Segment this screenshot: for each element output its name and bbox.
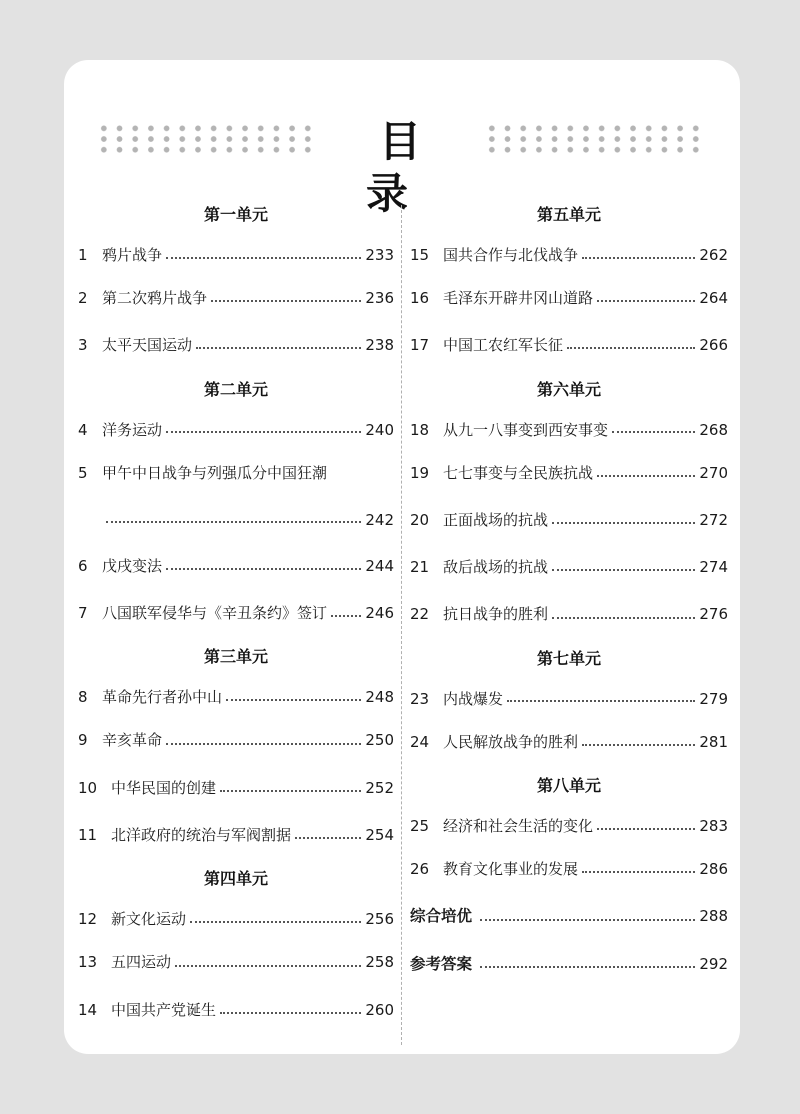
entry-number: 16 (410, 289, 430, 307)
entry-page: 250 (365, 731, 394, 750)
entry-page: 281 (699, 732, 728, 751)
toc-entry[interactable] (78, 717, 394, 764)
toc-entry[interactable] (410, 235, 728, 275)
entry-page: 268 (699, 420, 728, 439)
unit-heading: 第七单元 (536, 648, 601, 668)
entry-page: 270 (699, 463, 728, 482)
column-divider (401, 205, 402, 1045)
dot-leader (582, 256, 695, 259)
dot-leader (175, 964, 361, 967)
entry-page: 288 (699, 907, 728, 926)
toc-entry-extra[interactable] (410, 941, 728, 988)
entry-number: 3 (78, 336, 88, 355)
entry-title: 参考答案 (410, 954, 473, 973)
entry-title: 抗日战争的胜利 (443, 605, 549, 624)
toc-entry[interactable] (410, 544, 728, 591)
dot-leader (597, 299, 695, 302)
entry-title: 经济和社会生活的变化 (443, 817, 594, 836)
dot-leader (480, 965, 695, 968)
dot-leader (196, 346, 361, 349)
entry-page: 248 (365, 688, 394, 707)
entry-number: 11 (78, 826, 98, 845)
toc-entry[interactable] (410, 322, 728, 369)
entry-number: 24 (410, 732, 430, 751)
dot-leader (552, 521, 695, 524)
decorative-dots-right (484, 123, 704, 155)
entry-number: 21 (410, 558, 430, 577)
dot-leader (582, 743, 695, 746)
entry-page: 244 (365, 556, 394, 575)
entry-title: 八国联军侵华与《辛丑条约》签订 (102, 604, 328, 623)
toc-entry[interactable] (410, 591, 728, 638)
entry-title: 第二次鸦片战争 (102, 289, 208, 307)
entry-title: 戊戌变法 (102, 556, 163, 575)
entry-number: 1 (78, 246, 88, 264)
dot-leader (552, 616, 695, 619)
entry-page: 264 (699, 289, 728, 307)
toc-entry[interactable] (410, 450, 728, 497)
entry-title: 辛亥革命 (102, 731, 163, 750)
dot-leader (597, 827, 695, 830)
entry-title: 北洋政府的统治与军阀割据 (111, 826, 292, 845)
toc-entry-extra[interactable] (410, 893, 728, 940)
dot-leader (226, 698, 361, 701)
toc-entry[interactable] (410, 410, 728, 450)
toc-left-column (78, 195, 394, 1034)
dot-leader (480, 918, 695, 921)
toc-entry[interactable] (78, 899, 394, 939)
entry-title: 七七事变与全民族抗战 (443, 463, 594, 482)
toc-entry[interactable] (78, 410, 394, 450)
dot-leader (166, 430, 361, 433)
decorative-dots-left (96, 123, 316, 155)
entry-number: 6 (78, 556, 88, 575)
entry-title: 新文化运动 (111, 910, 187, 929)
entry-page: 233 (365, 246, 394, 264)
entry-number: 13 (78, 953, 98, 972)
entry-number: 17 (410, 336, 430, 355)
unit-heading: 第六单元 (536, 379, 601, 399)
entry-page: 240 (365, 420, 394, 439)
entry-number: 7 (78, 604, 88, 623)
unit-heading: 第二单元 (203, 379, 268, 399)
entry-number: 26 (410, 860, 430, 879)
entry-number: 9 (78, 731, 88, 750)
entry-title: 洋务运动 (102, 420, 163, 439)
entry-title: 中国共产党诞生 (111, 1000, 217, 1019)
entry-title: 鸦片战争 (102, 246, 163, 264)
dot-leader (220, 789, 361, 792)
entry-page: 276 (699, 605, 728, 624)
toc-right-column (410, 195, 728, 988)
dot-leader (166, 567, 361, 570)
entry-page: 266 (699, 336, 728, 355)
entry-page: 258 (365, 953, 394, 972)
toc-entry[interactable] (78, 322, 394, 369)
entry-number: 5 (78, 463, 88, 482)
dot-leader (211, 299, 361, 302)
toc-entry[interactable] (78, 235, 394, 275)
entry-page: 256 (365, 910, 394, 929)
toc-entry[interactable] (410, 275, 728, 322)
dot-leader (507, 699, 695, 702)
entry-page: 292 (699, 954, 728, 973)
entry-title: 中华民国的创建 (111, 778, 217, 797)
entry-number: 19 (410, 463, 430, 482)
entry-number: 12 (78, 910, 98, 929)
entry-number: 4 (78, 420, 88, 439)
dot-leader (612, 430, 695, 433)
entry-page: 236 (365, 289, 394, 307)
entry-title: 内战爆发 (443, 689, 504, 708)
toc-entry[interactable] (410, 806, 728, 846)
toc-entry[interactable] (78, 677, 394, 717)
entry-number: 14 (78, 1000, 98, 1019)
toc-entry[interactable] (410, 719, 728, 766)
entry-page: 260 (365, 1000, 394, 1019)
toc-entry[interactable] (78, 987, 394, 1034)
toc-entry-continuation (78, 497, 394, 543)
dot-leader (166, 742, 361, 745)
dot-leader (567, 346, 695, 349)
entry-number: 15 (410, 246, 430, 264)
entry-page: 283 (699, 817, 728, 836)
entry-page: 254 (365, 826, 394, 845)
entry-number: 2 (78, 289, 88, 307)
toc-entry[interactable] (78, 939, 394, 986)
entry-number: 18 (410, 420, 430, 439)
entry-title: 甲午中日战争与列强瓜分中国狂潮 (102, 463, 328, 482)
dot-leader (582, 870, 695, 873)
unit-heading: 第一单元 (203, 205, 268, 224)
dot-leader (190, 920, 361, 923)
unit-heading: 第三单元 (203, 647, 268, 667)
entry-page: 262 (699, 246, 728, 264)
entry-title: 五四运动 (111, 953, 172, 972)
unit-heading: 第八单元 (536, 776, 601, 796)
entry-number: 23 (410, 689, 430, 708)
entry-page: 242 (365, 510, 394, 529)
dot-leader (295, 836, 361, 839)
entry-page: 238 (365, 336, 394, 355)
entry-page: 274 (699, 558, 728, 577)
entry-number: 25 (410, 817, 430, 836)
entry-title: 革命先行者孙中山 (102, 688, 223, 707)
entry-number: 10 (78, 778, 98, 797)
toc-entry[interactable] (78, 543, 394, 590)
entry-title: 从九一八事变到西安事变 (443, 420, 609, 439)
entry-title: 中国工农红军长征 (443, 336, 564, 355)
toc-entry[interactable] (410, 846, 728, 893)
dot-leader (597, 474, 695, 477)
entry-page: 286 (699, 860, 728, 879)
toc-entry[interactable] (78, 765, 394, 812)
entry-page: 252 (365, 778, 394, 797)
entry-title: 太平天国运动 (102, 336, 193, 355)
dot-leader (331, 614, 361, 617)
toc-entry[interactable] (78, 812, 394, 859)
page-title: 目 录 (365, 117, 447, 218)
entry-page: 279 (699, 689, 728, 708)
dot-leader (220, 1011, 361, 1014)
entry-page: 246 (365, 604, 394, 623)
toc-entry[interactable] (78, 590, 394, 637)
entry-number: 22 (410, 605, 430, 624)
toc-entry[interactable] (410, 497, 728, 544)
entry-title: 敌后战场的抗战 (443, 558, 549, 577)
entry-number: 8 (78, 688, 88, 707)
unit-heading: 第四单元 (203, 869, 268, 889)
entry-number: 20 (410, 510, 430, 529)
entry-page: 272 (699, 510, 728, 529)
entry-title: 人民解放战争的胜利 (443, 732, 579, 751)
dot-leader (106, 520, 361, 523)
unit-heading: 第五单元 (536, 205, 601, 224)
entry-title: 正面战场的抗战 (443, 510, 549, 529)
toc-entry[interactable] (78, 450, 394, 497)
toc-entry[interactable] (410, 679, 728, 719)
dot-leader (166, 256, 361, 259)
entry-title: 国共合作与北伐战争 (443, 246, 579, 264)
entry-title: 综合培优 (410, 907, 473, 926)
entry-title: 教育文化事业的发展 (443, 860, 579, 879)
dot-leader (552, 568, 695, 571)
toc-entry[interactable] (78, 275, 394, 322)
entry-title: 毛泽东开辟井冈山道路 (443, 289, 594, 307)
